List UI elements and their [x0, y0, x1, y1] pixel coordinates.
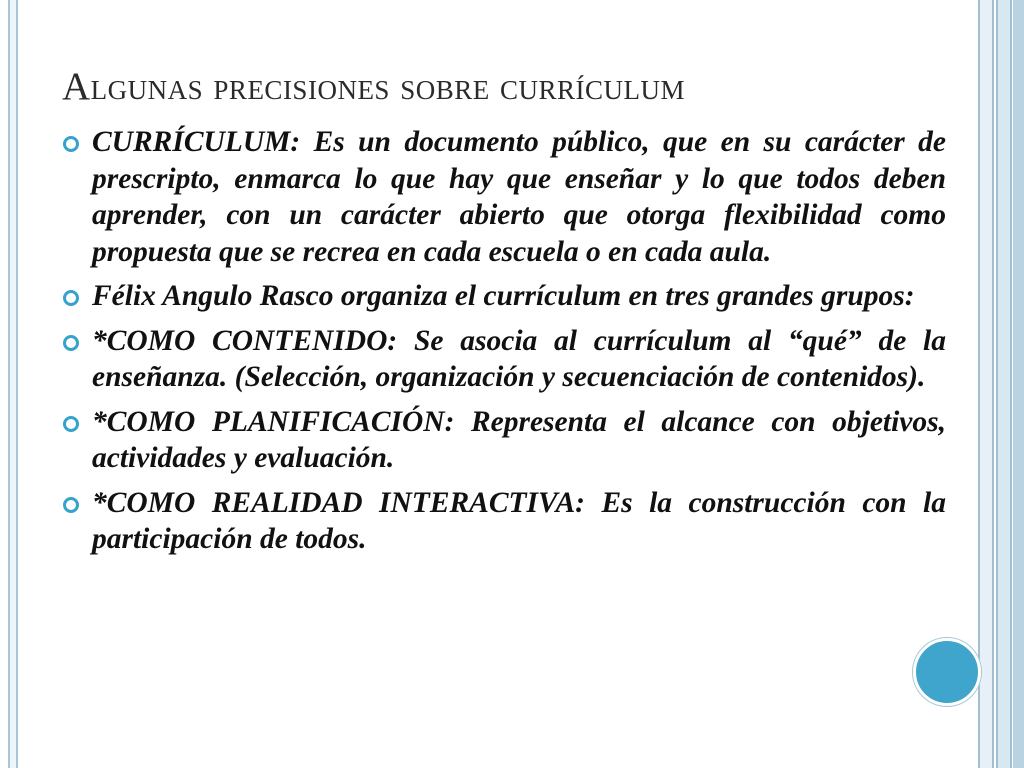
bullet-item: [62, 485, 946, 558]
bullet-circle-icon: [63, 335, 79, 351]
bullet-circle-icon: [63, 416, 79, 432]
bullet-item: [62, 323, 946, 396]
accent-circle-decoration: [913, 638, 981, 706]
slide-title: Algunas precisiones sobre currículum: [62, 65, 685, 108]
bullet-text: Félix Angulo Rasco organiza el currículum en tres grandes grupos:: [92, 280, 915, 312]
bullet-text: CURRÍCULUM: Es un documento público, que en su carácter de prescripto, enmarca lo que hay que enseñar y lo que todos deben aprender, con un carácter abierto que otorga flexibilidad como propuesta que se recrea en cada escuela o en cada aula.: [92, 126, 946, 268]
bullet-text: *COMO REALIDAD INTERACTIVA: Es la construcción con la participación de todos.: [92, 486, 946, 555]
bullet-text: *COMO CONTENIDO: Se asocia al currículum al “qué” de la enseñanza. (Selección, organización y secuenciación de contenidos).: [92, 324, 946, 393]
right-border-decoration: [978, 0, 994, 768]
bullet-text: *COMO PLANIFICACIÓN: Representa el alcance con objetivos, actividades y evaluación.: [92, 405, 946, 474]
bullet-circle-icon: [63, 497, 79, 513]
right-border-decoration: [996, 0, 1012, 768]
left-border-decoration: [8, 0, 18, 768]
bullet-item: [62, 404, 946, 477]
bullet-item: [62, 124, 946, 270]
right-border-decoration: [1013, 0, 1024, 768]
bullet-circle-icon: [63, 136, 79, 152]
bullet-list: [62, 124, 946, 566]
bullet-item: [62, 278, 946, 315]
bullet-circle-icon: [63, 290, 79, 306]
